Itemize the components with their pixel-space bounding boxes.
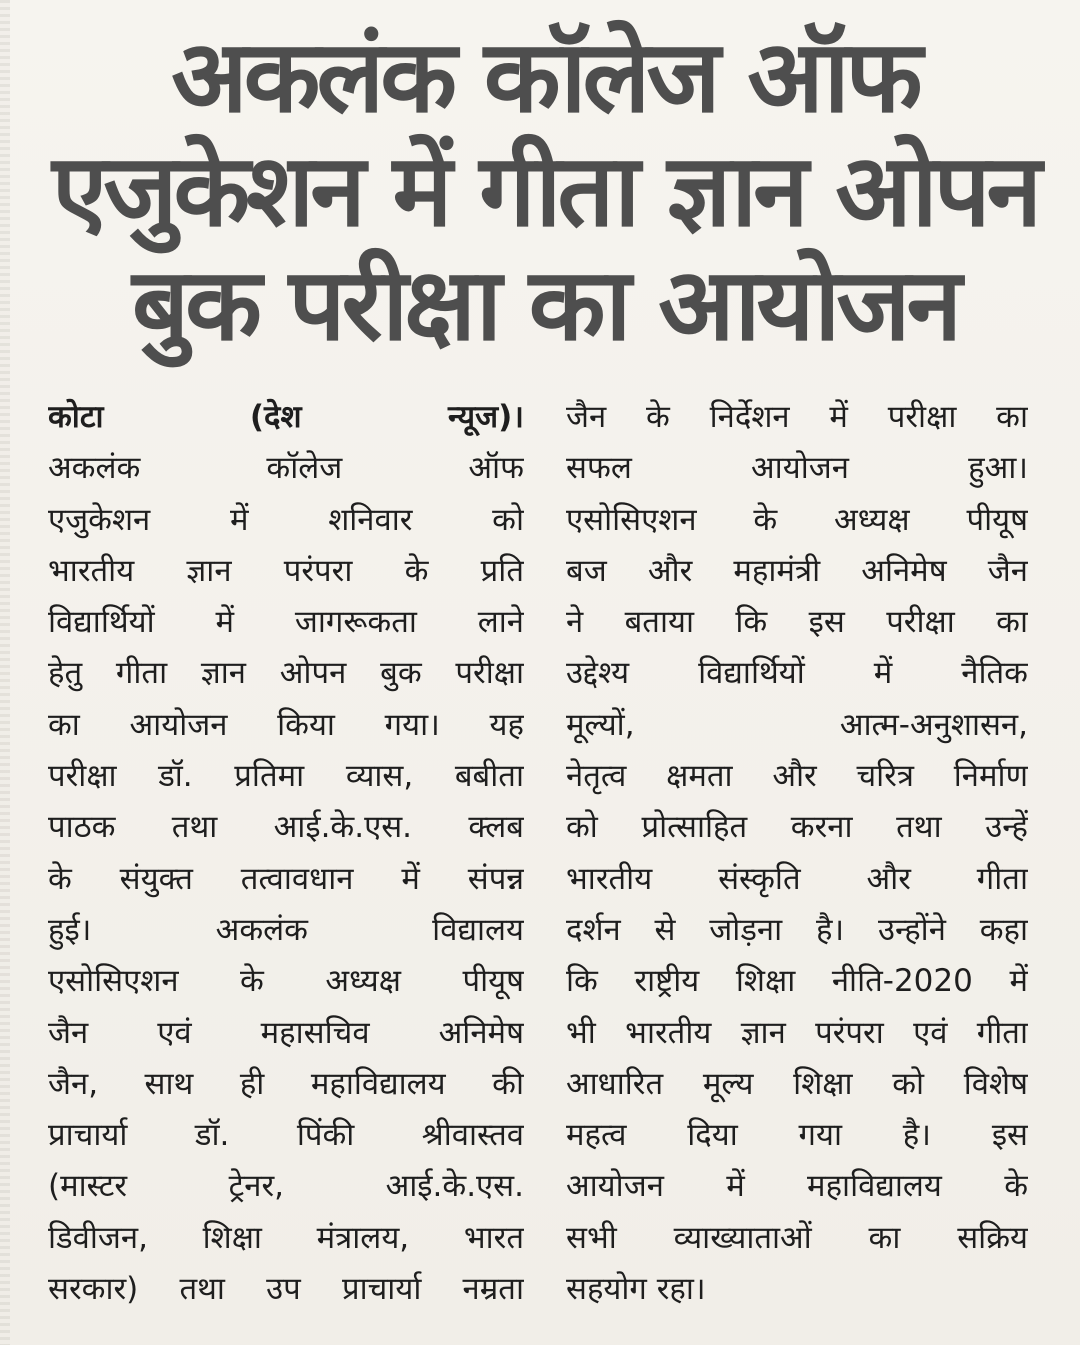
article-line: एजुकेशन में शनिवार को (48, 501, 524, 538)
article-line: आधारित मूल्य शिक्षा को विशेष (566, 1065, 1028, 1102)
article-line: बज और महामंत्री अनिमेष जैन (566, 552, 1028, 589)
article-line: का आयोजन किया गया। यह (48, 706, 524, 743)
headline-line: बुक परीक्षा का आयोजन (131, 246, 959, 363)
article-line: कि राष्ट्रीय शिक्षा नीति-2020 में (566, 963, 1028, 1000)
article-line: एसोसिएशन के अध्यक्ष पीयूष (566, 501, 1028, 538)
article-line: नेतृत्व क्षमता और चरित्र निर्माण (566, 758, 1028, 795)
headline (40, 20, 1050, 362)
article-line: आयोजन में महाविद्यालय के (566, 1168, 1028, 1205)
page-fold-edge (0, 0, 10, 1345)
headline-line: एजुकेशन में गीता ज्ञान ओपन (51, 132, 1039, 249)
article-line: डिवीजन, शिक्षा मंत्रालय, भारत (48, 1219, 524, 1256)
article-line: परीक्षा डॉ. प्रतिमा व्यास, बबीता (48, 758, 524, 795)
article-column-right (566, 392, 1028, 1315)
article-line: (मास्टर ट्रेनर, आई.के.एस. (48, 1168, 524, 1205)
article-line: सभी व्याख्याताओं का सक्रिय (566, 1219, 1028, 1256)
article-line: प्राचार्या डॉ. पिंकी श्रीवास्तव (48, 1117, 524, 1154)
article-line: मूल्यों, आत्म-अनुशासन, (566, 706, 1028, 743)
article-line: भारतीय ज्ञान परंपरा के प्रति (48, 552, 524, 589)
article-line: हेतु गीता ज्ञान ओपन बुक परीक्षा (48, 655, 524, 692)
article-line: अकलंक कॉलेज ऑफ (48, 450, 524, 487)
article-line: एसोसिएशन के अध्यक्ष पीयूष (48, 963, 524, 1000)
article-line: भी भारतीय ज्ञान परंपरा एवं गीता (566, 1014, 1028, 1051)
article-line: विद्यार्थियों में जागरूकता लाने (48, 604, 524, 641)
article-line: को प्रोत्साहित करना तथा उन्हें (566, 809, 1028, 846)
article-line: जैन एवं महासचिव अनिमेष (48, 1014, 524, 1051)
article-line: के संयुक्त तत्वावधान में संपन्न (48, 860, 524, 897)
article-line: ने बताया कि इस परीक्षा का (566, 604, 1028, 641)
article-line: हुई। अकलंक विद्यालय (48, 911, 524, 948)
headline-line: अकलंक कॉलेज ऑफ (171, 18, 919, 135)
article-line: उद्देश्य विद्यार्थियों में नैतिक (566, 655, 1028, 692)
article-line: सहयोग रहा। (566, 1271, 706, 1308)
article-column-left (48, 392, 524, 1315)
dateline: कोटा (देश न्यूज)। (48, 399, 524, 435)
article-line: दर्शन से जोड़ना है। उन्होंने कहा (566, 911, 1028, 948)
article-line: भारतीय संस्कृति और गीता (566, 860, 1028, 897)
article-line: सरकार) तथा उप प्राचार्या नम्रता (48, 1271, 524, 1308)
article-line: जैन, साथ ही महाविद्यालय की (48, 1065, 524, 1102)
article-line: पाठक तथा आई.के.एस. क्लब (48, 809, 524, 846)
article-line: महत्व दिया गया है। इस (566, 1117, 1028, 1154)
article-line: सफल आयोजन हुआ। (566, 450, 1028, 487)
article-line: जैन के निर्देशन में परीक्षा का (566, 399, 1028, 435)
